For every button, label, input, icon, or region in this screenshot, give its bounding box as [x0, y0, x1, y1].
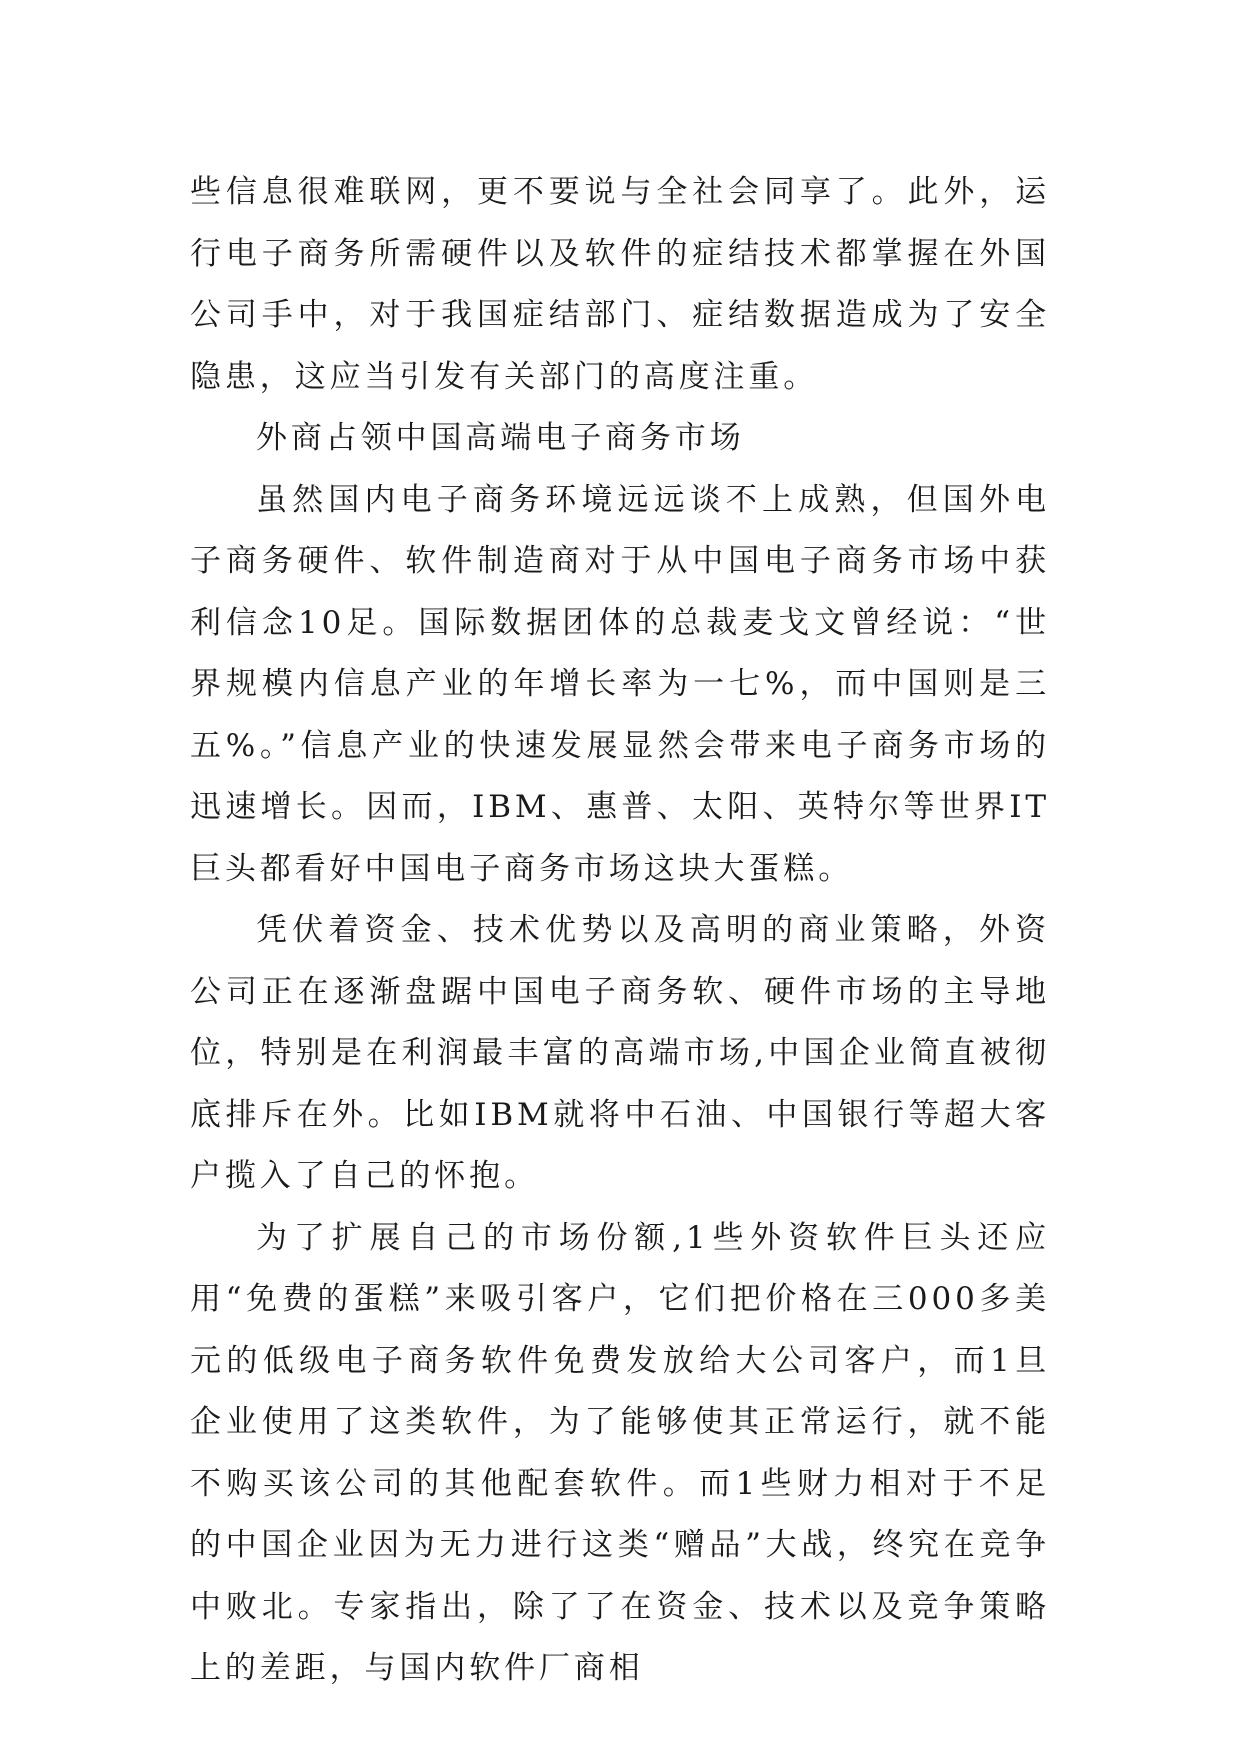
- paragraph: 凭伏着资金、技术优势以及高明的商业策略，外资公司正在逐渐盘踞中国电子商务软、硬件市场的主导地位，特别是在利润最丰富的高端市场,中国企业简直被彻底排斥在外。比如IBM就将中石油、中国银行等超大客户揽入了自己的怀抱。: [190, 912, 1050, 1194]
- document-body: [190, 162, 1050, 1700]
- paragraph: 虽然国内电子商务环境远远谈不上成熟，但国外电子商务硬件、软件制造商对于从中国电子商务市场中获利信念10足。国际数据团体的总裁麦戈文曾经说：“世界规模内信息产业的年增长率为一七%，而中国则是三五%。”信息产业的快速发展显然会带来电子商务市场的迅速增长。因而，IBM、惠普、太阳、英特尔等世界IT巨头都看好中国电子商务市场这块大蛋糕。: [190, 481, 1050, 887]
- paragraph-continuation: 些信息很难联网，更不要说与全社会同享了。此外，运行电子商务所需硬件以及软件的症结技术都掌握在外国公司手中，对于我国症结部门、症结数据造成为了安全隐患，这应当引发有关部门的高度注重。: [190, 174, 1050, 395]
- section-heading: 外商占领中国高端电子商务市场: [256, 420, 745, 456]
- paragraph: 为了扩展自己的市场份额,1些外资软件巨头还应用“免费的蛋糕”来吸引客户，它们把价格在三000多美元的低级电子商务软件免费发放给大公司客户，而1旦企业使用了这类软件，为了能够使其正常运行，就不能不购买该公司的其他配套软件。而1些财力相对于不足的中国企业因为无力进行这类“赠品”大战，终究在竞争中败北。专家指出，除了了在资金、技术以及竞争策略上的差距，与国内软件厂商相: [190, 1219, 1050, 1686]
